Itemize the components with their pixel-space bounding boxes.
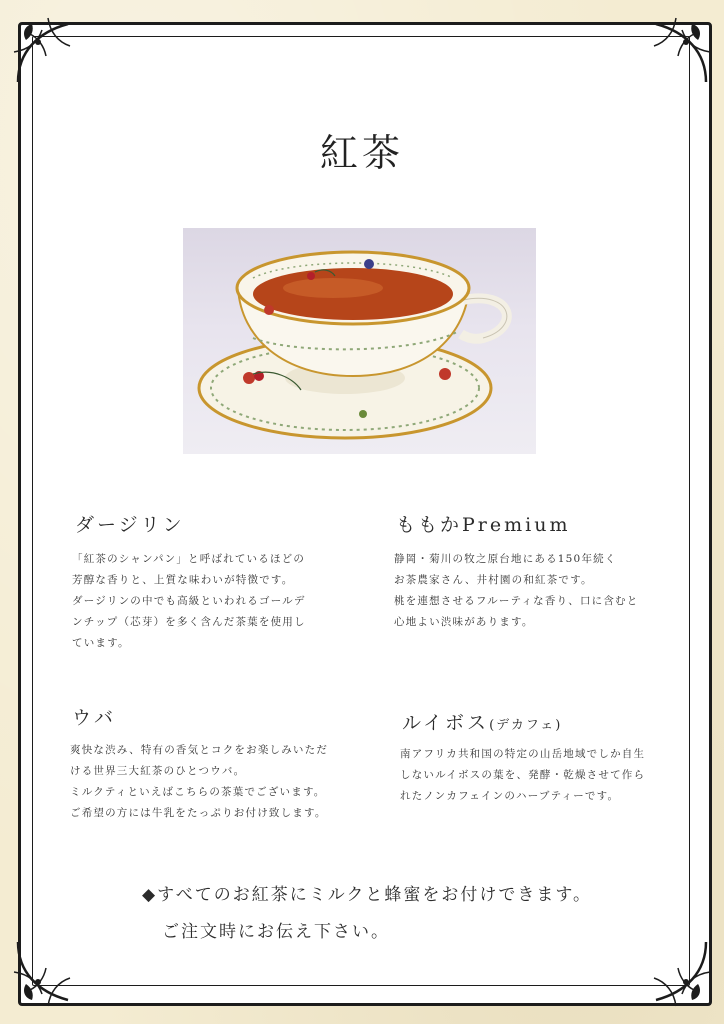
description-line: お茶農家さん、井村園の和紅茶です。 — [394, 574, 593, 586]
description-line: ています。 — [72, 637, 130, 649]
footer-note-line1: ◆すべてのお紅茶にミルクと蜂蜜をお付けできます。 — [142, 885, 593, 905]
description-line: しないルイボスの葉を、発酵・乾燥させて作ら — [400, 769, 646, 781]
description-line: ンチップ（芯芽）を多く含んだ茶葉を使用し — [72, 616, 306, 628]
description-line: 爽快な渋み、特有の香気とコクをお楽しみいただ — [70, 744, 329, 756]
description-line: 芳醇な香りと、上質な味わいが特徴です。 — [72, 574, 294, 586]
corner-ornament-icon — [8, 12, 88, 92]
description-line: れたノンカフェインのハーブティーです。 — [400, 790, 620, 802]
description-line: ご希望の方には牛乳をたっぷりお付け致します。 — [70, 807, 327, 819]
description-line: 心地よい渋味があります。 — [394, 616, 534, 628]
footer-note-line2: ご注文時にお伝え下さい。 — [162, 922, 390, 942]
section-title-uva: ウバ — [72, 707, 117, 729]
description-line: ける世界三大紅茶のひとつウバ。 — [70, 765, 246, 777]
description-line: ミルクティといえばこちらの茶葉でございます。 — [70, 786, 326, 798]
description-line: 桃を連想させるフルーティな香り、口に含むと — [394, 595, 639, 607]
description-line: 南アフリカ共和国の特定の山岳地域でしか自生 — [400, 748, 646, 760]
description-line: ダージリンの中でも高級といわれるゴールデ — [72, 595, 306, 607]
corner-ornament-icon — [636, 932, 716, 1012]
section-title-rooibos — [402, 708, 562, 735]
section-body-uva — [70, 740, 328, 824]
description-line: 「紅茶のシャンパン」と呼ばれているほどの — [72, 553, 306, 565]
section-title-darjeeling: ダージリン — [75, 514, 185, 536]
decaf-label: (デカフェ) — [489, 718, 563, 733]
section-body-momoka-premium — [394, 549, 638, 633]
corner-ornament-icon — [8, 932, 88, 1012]
section-body-darjeeling — [72, 549, 306, 654]
page-title: 紅茶 — [319, 131, 404, 175]
section-title-momoka-premium: ももかPremium — [396, 514, 571, 536]
section-body-rooibos — [400, 744, 645, 807]
corner-ornament-icon — [636, 12, 716, 92]
section-title-rooibos-main: ルイボス — [402, 712, 490, 734]
teacup-photo — [183, 228, 536, 454]
description-line: 静岡・菊川の牧之原台地にある150年続く — [394, 553, 617, 565]
